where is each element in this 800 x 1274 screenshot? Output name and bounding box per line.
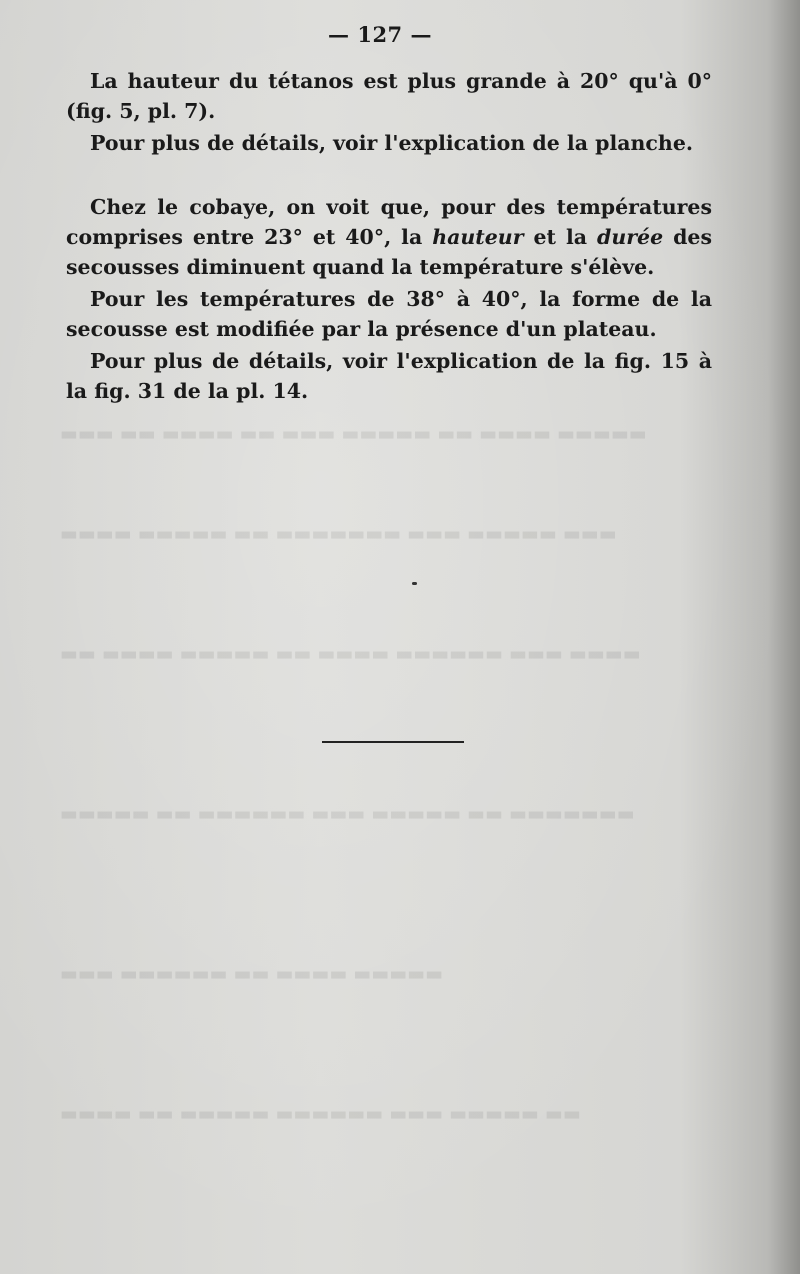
hauteur-term: hauteur	[432, 225, 524, 249]
paragraph-figure-details: Pour plus de détails, voir l'explication de la fig. 15 à la fig. 31 de la pl. 14.	[66, 349, 712, 403]
section-end-rule	[322, 741, 464, 743]
bleed-through-texture: ▬▬▬ ▬▬ ▬▬▬▬ ▬▬ ▬▬▬ ▬▬▬▬▬ ▬▬ ▬▬▬▬ ▬▬▬▬▬	[60, 423, 647, 445]
bleed-through-texture: ▬▬▬ ▬▬▬▬▬▬ ▬▬ ▬▬▬▬ ▬▬▬▬▬	[60, 963, 444, 985]
bleed-through-texture: ▬▬▬▬ ▬▬ ▬▬▬▬▬ ▬▬▬▬▬▬ ▬▬▬ ▬▬▬▬▬ ▬▬	[60, 1103, 581, 1125]
cobaye-text-end: des secousses diminuent quand la température s'élève.	[66, 225, 712, 279]
cobaye-text-mid-2: et la	[523, 225, 597, 249]
cobaye-text-start: Chez le	[90, 195, 190, 219]
cobaye-term: cobaye	[189, 195, 269, 219]
bleed-through-texture: ▬▬ ▬▬▬▬ ▬▬▬▬▬ ▬▬ ▬▬▬▬ ▬▬▬▬▬▬ ▬▬▬ ▬▬▬▬	[60, 643, 641, 665]
paragraph-plate-details: Pour plus de détails, voir l'explication de la planche.	[90, 131, 693, 155]
bleed-through-texture: ▬▬▬▬ ▬▬▬▬▬ ▬▬ ▬▬▬▬▬▬▬ ▬▬▬ ▬▬▬▬▬ ▬▬▬	[60, 523, 617, 545]
duree-term: durée	[596, 225, 664, 249]
body-text	[66, 66, 712, 408]
cobaye-text-mid-1: , on voit que, pour des températures comprises entre 23° et 40°, la	[66, 195, 712, 249]
paragraph-plateau: Pour les températures de 38° à 40°, la forme de la secousse est modifiée par la présence d'un plateau.	[66, 287, 712, 341]
paragraph-tetanos-height: La hauteur du tétanos est plus grande à 20° qu'à 0° (fig. 5, pl. 7).	[66, 69, 712, 123]
page-number: — 127 —	[328, 22, 432, 47]
ink-speck	[412, 582, 417, 585]
paragraph-cobaye	[66, 192, 712, 282]
bleed-through-texture: ▬▬▬▬▬ ▬▬ ▬▬▬▬▬▬ ▬▬▬ ▬▬▬▬▬ ▬▬ ▬▬▬▬▬▬▬	[60, 803, 635, 825]
